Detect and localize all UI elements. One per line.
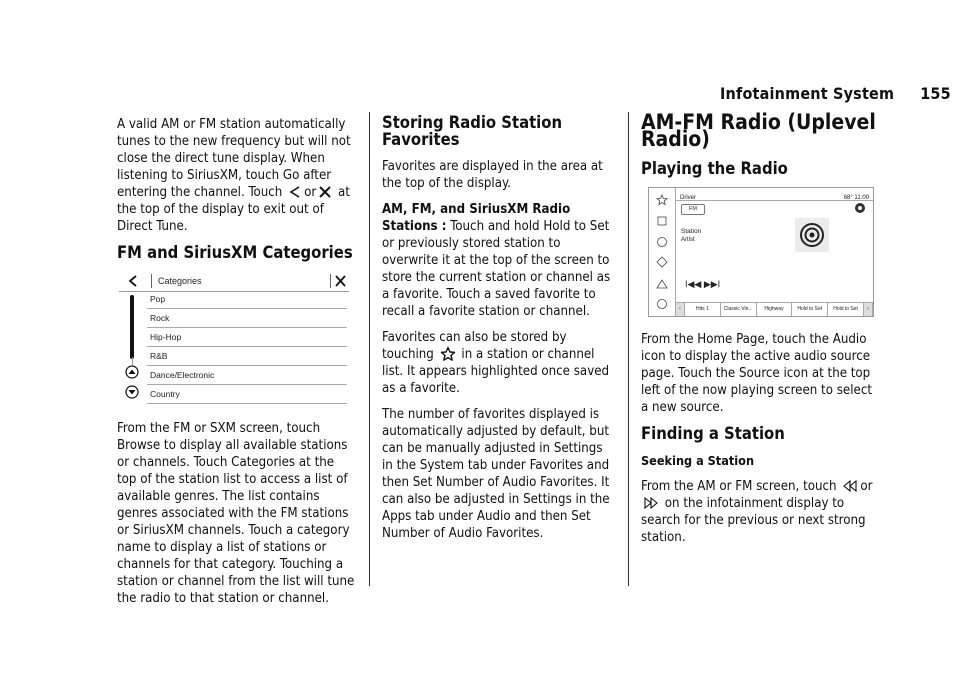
preset-button[interactable]: Classic Vin... xyxy=(721,303,757,316)
album-art xyxy=(795,218,829,252)
station-name: Station xyxy=(681,228,702,235)
scroll-down-icon[interactable] xyxy=(125,385,139,399)
radio-screen xyxy=(648,187,874,317)
favorites-p2: AM, FM, and SiriusXM Radio Stations : Touch and hold Hold to Set or previously stored station to overwrite it at the top of the screen to store the current station or channel as a favorite. Touch a saved favorite to recall a favorite station or channel. xyxy=(382,202,611,319)
list-item[interactable]: Dance/Electronic xyxy=(147,367,347,385)
list-item[interactable]: Hip-Hop xyxy=(147,329,347,347)
list-item[interactable]: Pop xyxy=(147,291,347,309)
column-divider xyxy=(369,112,370,586)
categories-screen xyxy=(119,271,349,406)
section-title: Infotainment System xyxy=(720,84,895,103)
artist-name: Artist xyxy=(681,237,695,243)
list-item[interactable]: Country xyxy=(147,386,347,404)
circle-icon[interactable] xyxy=(656,236,668,248)
page-header xyxy=(720,84,951,103)
column-2 xyxy=(382,114,617,551)
preset-button[interactable]: Hold to Set xyxy=(792,303,828,316)
seek-back-icon xyxy=(842,479,858,493)
favorites-heading: Storing Radio Station Favorites xyxy=(382,113,563,149)
status-readout: 68° 11:00 xyxy=(843,195,869,201)
close-icon[interactable] xyxy=(330,274,347,288)
direct-tune-paragraph: A valid AM or FM station automatically tunes to the new frequency but will not close the direct tune display. When listening to SiriusXM, touch Go after entering the channel. Touch or at the top of the display to exit out of Direct Tune. xyxy=(117,117,351,234)
seek-forward-icon xyxy=(643,496,659,510)
radio-side-bar xyxy=(649,188,676,316)
seeking-heading: Seeking a Station xyxy=(641,453,755,468)
radio-status-bar xyxy=(676,188,873,201)
band-button[interactable]: FM xyxy=(681,204,705,215)
circle-icon[interactable] xyxy=(656,298,668,310)
scroll-up-icon[interactable] xyxy=(125,365,139,379)
scroll-track xyxy=(132,357,133,365)
column-1 xyxy=(117,116,357,616)
close-icon xyxy=(318,185,332,199)
categories-body: From the FM or SXM screen, touch Browse to display all available stations or channels. Touch Categories at the top of the station list to access a list of available genres. The list contains genres associated with the FM stations or SiriusXM channels. Touch a category name to display a list of stations or channels for that category. Touching a station or channel from the list will tune the radio to that station or channel. xyxy=(117,421,355,606)
star-icon[interactable] xyxy=(656,194,668,206)
preset-button[interactable]: Hold to Set xyxy=(828,303,864,316)
star-icon xyxy=(440,346,456,362)
playing-body: From the Home Page, touch the Audio icon to display the active audio source page. Touch the Source icon at the top left of the now playing screen to select a new source. xyxy=(641,332,872,415)
playback-controls[interactable]: I◀◀ ▶▶I xyxy=(685,279,721,289)
radio-title: AM-FM Radio (Uplevel Radio) xyxy=(641,110,876,151)
preset-left-arrow[interactable]: ‹ xyxy=(676,303,685,316)
preset-button[interactable]: Highway xyxy=(757,303,793,316)
favorites-p3: Favorites can also be stored by touching in a station or channel list. It appears highlighted once saved as a favorite. xyxy=(382,330,610,396)
preset-bar xyxy=(676,302,873,316)
favorites-p4: The number of favorites displayed is automatically adjusted by default, but can be manually adjusted in Settings in the System tab under Favorites and then Set Number of Audio Favorites. It can also be adjusted in Settings in the Apps tab under Audio and then Set Number of Audio Favorites. xyxy=(382,407,610,541)
diamond-icon[interactable] xyxy=(656,256,668,268)
column-divider xyxy=(628,112,629,586)
categories-title: Categories xyxy=(151,274,202,288)
list-item[interactable]: Rock xyxy=(147,310,347,328)
scroll-thumb[interactable] xyxy=(130,295,134,359)
back-icon[interactable] xyxy=(127,274,139,288)
preset-button[interactable]: Hits 1 xyxy=(685,303,721,316)
categories-list xyxy=(147,291,347,405)
favorites-p1: Favorites are displayed in the area at the top of the display. xyxy=(382,159,603,191)
seeking-body: From the AM or FM screen, touch or on the infotainment display to search for the previous or next strong station. xyxy=(641,479,873,545)
column-3 xyxy=(641,110,876,555)
list-item[interactable]: R&B xyxy=(147,348,347,366)
preset-right-arrow[interactable]: › xyxy=(864,303,873,316)
square-icon[interactable] xyxy=(656,215,668,227)
finding-heading: Finding a Station xyxy=(641,424,785,443)
playing-heading: Playing the Radio xyxy=(641,159,788,178)
source-icon[interactable] xyxy=(854,202,866,214)
triangle-icon[interactable] xyxy=(656,278,668,290)
page-number: 155 xyxy=(920,84,951,103)
categories-top-bar xyxy=(119,271,349,292)
driver-label: Driver xyxy=(680,195,696,201)
categories-heading: FM and SiriusXM Categories xyxy=(117,243,353,262)
radio-signal-icon xyxy=(795,218,829,252)
back-icon xyxy=(288,185,302,199)
